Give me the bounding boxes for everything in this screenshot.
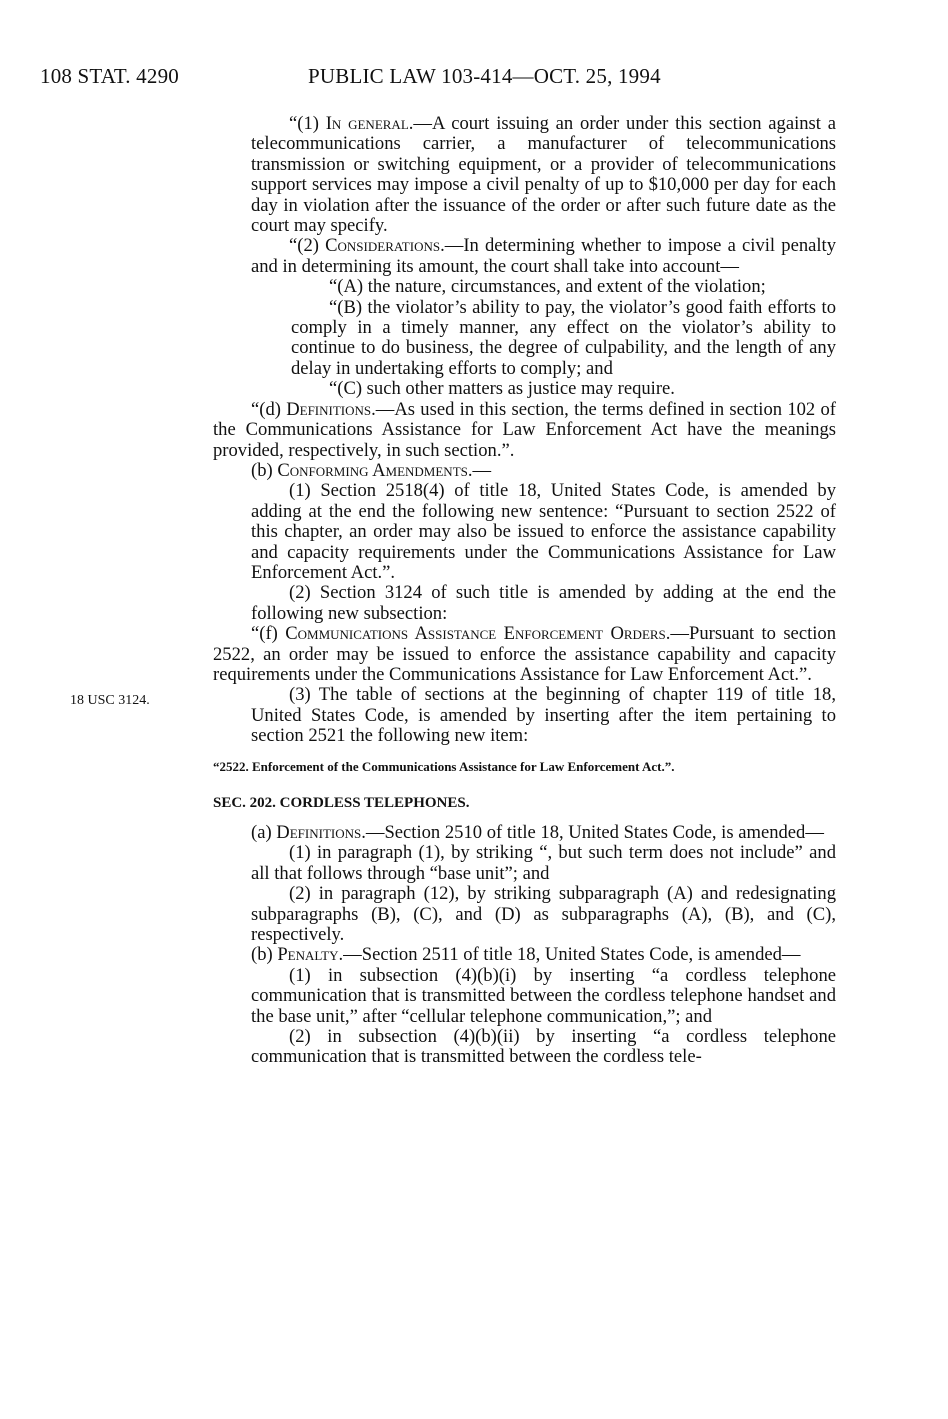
paragraph-heading: Definitions (286, 398, 372, 420)
subsection-d-definitions (213, 400, 836, 461)
paragraph-text: .—Section 2510 of title 18, United States Code, is amended— (361, 822, 824, 843)
paragraph-heading: Definitions (276, 822, 362, 843)
definitions-amendment-2: (2) in paragraph (12), by striking subparagraph (A) and redesignating subparagraphs (B), (C), and (D) as subparagraphs (A), (B), and (C), respectively. (251, 883, 836, 946)
paragraph-label: “(1) (289, 113, 326, 134)
paragraph-label: (b) (251, 944, 278, 966)
paragraph-text: .—Pursuant to section 2522, an order may be issued to enforce the assistance capability and capacity requirements under the Communications Assistance for Law Enforcement Act.”. (213, 623, 836, 685)
subsection-b-penalty (213, 945, 836, 965)
document-body (213, 114, 836, 1068)
public-law-citation: PUBLIC LAW 103-414—OCT. 25, 1994 (308, 64, 661, 88)
paragraph-text: .—In determining whether to impose a civil penalty and in determining its amount, the court shall take into account— (251, 235, 837, 277)
paragraph-label: (a) (251, 822, 277, 843)
page-header (40, 64, 900, 94)
stat-citation: 108 STAT. 4290 (40, 64, 179, 88)
paragraph-text: .— (467, 459, 492, 481)
margin-note: 18 USC 3124. (70, 693, 150, 708)
paragraph-heading: Conforming Amendments (277, 459, 468, 481)
paragraph-text: .—Section 2511 of title 18, United States Code, is amended— (338, 944, 801, 966)
table-of-sections-item: “2522. Enforcement of the Communications Assistance for Law Enforcement Act.”. (213, 758, 675, 774)
paragraph-label: “(f) (251, 623, 286, 645)
paragraph-2-considerations (213, 236, 836, 277)
subparagraph-c: “(C) such other matters as justice may require. (329, 378, 675, 400)
amendment-2: (2) Section 3124 of such title is amended by adding at the end the following new subsection: (251, 582, 836, 624)
paragraph-1-general (213, 114, 836, 236)
definitions-amendment-1: (1) in paragraph (1), by striking “, but such term does not include” and all that follows through “base unit”; and (251, 842, 836, 884)
subsection-f-enforcement-orders (213, 624, 836, 685)
paragraph-heading: Considerations (325, 235, 441, 257)
section-heading: SEC. 202. CORDLESS TELEPHONES. (213, 794, 470, 811)
subparagraph-a: “(A) the nature, circumstances, and extent of the violation; (329, 276, 766, 298)
paragraph-label: “(d) (251, 398, 287, 420)
amendment-3: (3) The table of sections at the beginning of chapter 119 of title 18, United States Code, is amended by inserting after the item pertaining to section 2521 the following new item: (251, 684, 836, 747)
penalty-amendment-2: (2) in subsection (4)(b)(ii) by inserting “a cordless telephone communication that is transmitted between the cordless tele- (251, 1026, 836, 1068)
subsection-a-definitions (213, 823, 836, 843)
paragraph-label: (b) (251, 459, 278, 481)
paragraph-heading: Communications Assistance Enforcement Orders (285, 623, 666, 645)
paragraph-label: “(2) (289, 235, 326, 257)
paragraph-heading: In general (325, 113, 409, 134)
subparagraph-b: “(B) the violator’s ability to pay, the violator’s good faith efforts to comply in a timely manner, any effect on the violator’s ability to continue to do business, the degree of culpability, and the length of any delay in undertaking efforts to comply; and (291, 296, 836, 379)
paragraph-text: .—A court issuing an order under this section against a telecommunications carrier, a manufacturer of telecommunications transmission or switching equipment, or a provider of telecommunications support services may impose a civil penalty of up to $10,000 per day for each day in violation after the issuance of the order or after such future date as the court may specify. (251, 113, 836, 237)
subsection-b-conforming-amendments (213, 461, 836, 481)
amendment-1: (1) Section 2518(4) of title 18, United States Code, is amended by adding at the end the following new sentence: “Pursuant to section 2522 of this chapter, an order may also be issued to enforce the assistance capability and capacity requirements under the Communications Assistance for Law Enforcement Act.”. (251, 480, 836, 583)
paragraph-heading: Penalty (277, 944, 339, 966)
paragraph-text: .—As used in this section, the terms defined in section 102 of the Communications Assistance for Law Enforcement Act have the meanings provided, respectively, in such section.”. (213, 398, 836, 461)
penalty-amendment-1: (1) in subsection (4)(b)(i) by inserting “a cordless telephone communication that is transmitted between the cordless telephone handset and the base unit,” after “cellular telephone communication,”; and (251, 964, 836, 1027)
